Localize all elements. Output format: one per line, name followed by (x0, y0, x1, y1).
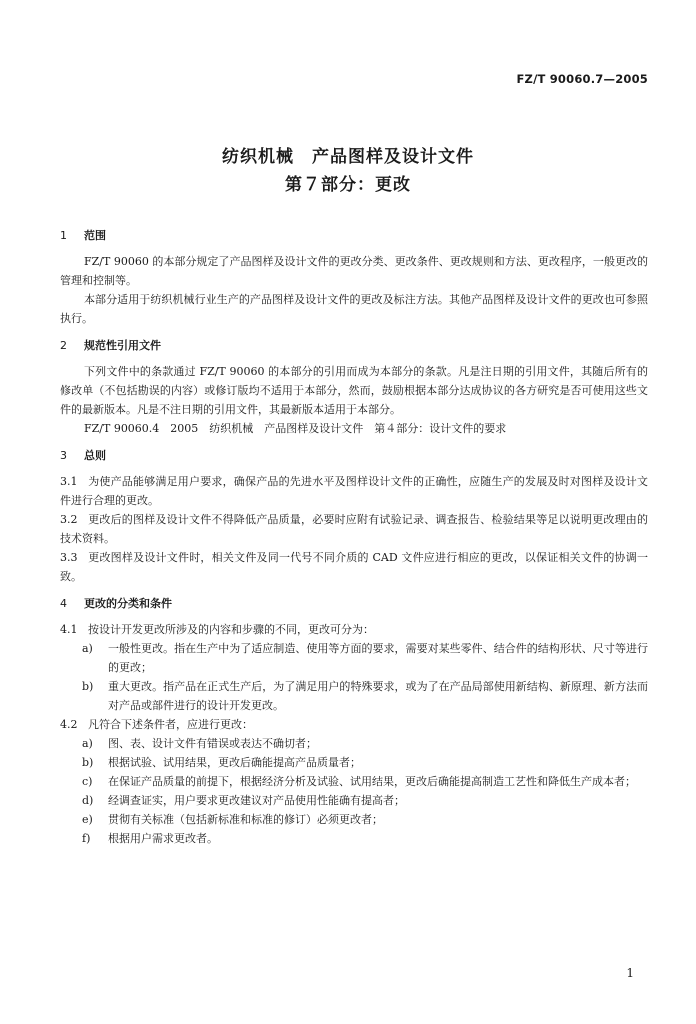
list-text: 重大更改。指产品在正式生产后，为了满足用户的特殊要求，或为了在产品局部使用新结构、新原理、新方法而对产品或部件进行的设计开发更改。 (108, 680, 648, 712)
section-heading-references (60, 338, 648, 354)
clause-text: 凡符合下述条件者，应进行更改： (88, 718, 253, 731)
section-number: 2 (60, 339, 67, 352)
section-title: 更改的分类和条件 (84, 597, 172, 610)
document-title: 纺织机械 产品图样及设计文件 (222, 147, 474, 167)
document-subtitle: 第７部分：更改 (285, 175, 411, 195)
clause-number: 4.1 (60, 623, 78, 636)
section-heading-classification (60, 596, 648, 612)
list-item (60, 753, 648, 772)
list-item (60, 772, 648, 791)
list-item (60, 677, 648, 715)
list-item (60, 791, 648, 810)
list-text: 一般性更改。指在生产中为了适应制造、使用等方面的要求，需要对某些零件、结合件的结构形状、尺寸等进行的更改； (108, 642, 648, 674)
list-label: d) (82, 794, 94, 807)
standard-code: FZ/T 90060.7—2005 (516, 72, 648, 86)
clause-number: 3.2 (60, 513, 78, 526)
section-number: 1 (60, 229, 67, 242)
clause-text: 为使产品能够满足用户要求，确保产品的先进水平及图样设计文件的正确性，应随生产的发展及时对图样及设计文件进行合理的更改。 (60, 475, 648, 507)
clause-text: 按设计开发更改所涉及的内容和步骤的不同，更改可分为： (88, 623, 374, 636)
list-item (60, 810, 648, 829)
list-label: f) (82, 832, 91, 845)
clause-number: 3.1 (60, 475, 78, 488)
clause (60, 472, 648, 510)
section-number: 4 (60, 597, 67, 610)
list-text: 在保证产品质量的前提下，根据经济分析及试验、试用结果，更改后确能提高制造工艺性和降低生产成本者； (108, 775, 636, 788)
document-body (60, 228, 648, 848)
clause (60, 620, 648, 639)
list-label: b) (82, 680, 94, 693)
section-title: 总则 (84, 449, 106, 462)
list-item (60, 829, 648, 848)
section-heading-scope (60, 228, 648, 244)
paragraph: 本部分适用于纺织机械行业生产的产品图样及设计文件的更改及标注方法。其他产品图样及设计文件的更改也可参照执行。 (60, 293, 648, 325)
section-number: 3 (60, 449, 67, 462)
section-heading-general (60, 448, 648, 464)
list-label: a) (82, 737, 93, 750)
list-label: b) (82, 756, 94, 769)
paragraph: FZ/T 90060 的本部分规定了产品图样及设计文件的更改分类、更改条件、更改规则和方法、更改程序，一般更改的管理和控制等。 (60, 255, 648, 287)
list-item (60, 639, 648, 677)
reference-entry: FZ/T 90060.4 2005 纺织机械 产品图样及设计文件 第４部分：设计文件的要求 (84, 422, 507, 435)
section-title: 范围 (84, 229, 106, 242)
clause (60, 510, 648, 548)
list-label: c) (82, 775, 93, 788)
list-text: 图、表、设计文件有错误或表达不确切者； (108, 737, 317, 750)
list-text: 根据试验、试用结果，更改后确能提高产品质量者； (108, 756, 361, 769)
list-item (60, 734, 648, 753)
list-text: 贯彻有关标准（包括新标准和标准的修订）必须更改者； (108, 813, 383, 826)
page-number: 1 (626, 966, 634, 980)
list-text: 根据用户需求更改者。 (108, 832, 218, 845)
list-label: a) (82, 642, 93, 655)
clause-number: 3.3 (60, 551, 78, 564)
list-label: e) (82, 813, 93, 826)
list-text: 经调查证实，用户要求更改建议对产品使用性能确有提高者； (108, 794, 405, 807)
paragraph: 下列文件中的条款通过 FZ/T 90060 的本部分的引用而成为本部分的条款。凡是注日期的引用文件，其随后所有的修改单（不包括勘误的内容）或修订版均不适用于本部分，然而，鼓励根据本部分达成协议的各方研究是否可使用这些文件的最新版本。凡是不注日期的引用文件，其最新版本适用于本部分。 (60, 365, 648, 416)
clause (60, 548, 648, 586)
section-title: 规范性引用文件 (84, 339, 161, 352)
clause-text: 更改图样及设计文件时，相关文件及同一代号不同介质的 CAD 文件应进行相应的更改，以保证相关文件的协调一致。 (60, 551, 648, 583)
clause-text: 更改后的图样及设计文件不得降低产品质量，必要时应附有试验记录、调查报告、检验结果等足以说明更改理由的技术资料。 (60, 513, 648, 545)
clause (60, 715, 648, 734)
clause-number: 4.2 (60, 718, 78, 731)
